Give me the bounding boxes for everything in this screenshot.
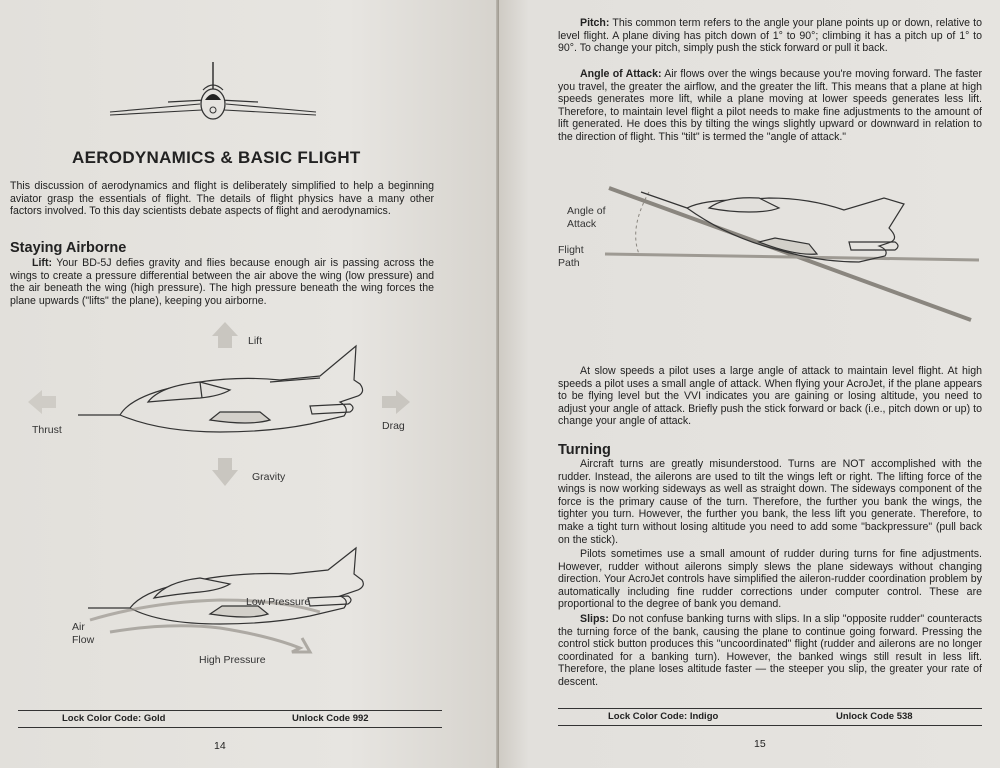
slips-paragraph [558, 613, 982, 689]
lift-text: Your BD-5J defies gravity and flies because enough air is passing across the wings to create a pressure differential between the air above the wing (low pressure) and the air beneath the wing (high pressure). The high pressure beneath the wing forces the plane upwards ("lifts" the plane), keeping you airborne. [10, 257, 434, 307]
page-number-left: 14 [214, 740, 226, 752]
plane-side-view [78, 346, 363, 432]
pitch-term: Pitch: [580, 17, 610, 29]
gravity-arrow-icon [212, 458, 238, 486]
right-lock-code: Lock Color Code: Indigo [608, 711, 719, 722]
air-label: Air [72, 621, 85, 633]
slips-term: Slips: [580, 613, 609, 625]
lift-paragraph [10, 257, 434, 307]
left-unlock-code: Unlock Code 992 [292, 713, 369, 724]
slow-speed-paragraph: At slow speeds a pilot uses a large angle of attack to maintain level flight. At high speeds a pilot uses a small angle of attack. When flying your AcroJet, if the plane appears to be flying level but the VVI indicates you are gaining or losing altitude, you need to adjust your angle of attack. Briefly push the stick forward or back (i.e., pitch down or up) to change your angle of attack. [558, 365, 982, 428]
low-pressure-label: Low Pressure [246, 596, 311, 608]
pressure-diagram [70, 540, 370, 670]
left-lock-code: Lock Color Code: Gold [62, 713, 166, 724]
plane-pitched-view [641, 192, 904, 262]
thrust-arrow-icon [28, 390, 56, 414]
gravity-label: Gravity [252, 471, 286, 483]
path-label: Path [558, 257, 580, 269]
left-footer-bar [18, 710, 442, 728]
angle-of-label: Angle of [567, 205, 606, 217]
lift-arrow-icon [212, 322, 238, 348]
lift-label: Lift [248, 335, 263, 347]
left-page [0, 0, 499, 768]
aoa-term: Angle of Attack: [580, 68, 662, 80]
right-page [499, 0, 1000, 768]
page-number-right: 15 [754, 738, 766, 750]
attack-label: Attack [567, 218, 597, 230]
flight-label: Flight [558, 244, 584, 256]
slips-text: Do not confuse banking turns with slips. In a slip "opposite rudder" counteracts the turning force of the bank, causing the plane to continue going forward. Pressing the control stick button produces this "uncoordinated" flight (rudder and ailerons are no longer coordinated for a banking turn). However, the banked wings still result in less lift. Therefore, the plane loses altitude faster — the steeper you slip, the greater your rate of descent. [558, 613, 982, 688]
high-pressure-label: High Pressure [199, 654, 266, 666]
section-heading-turning: Turning [558, 442, 611, 458]
angle-of-attack-paragraph [558, 68, 982, 144]
pitch-paragraph [558, 17, 982, 55]
flow-label: Flow [72, 634, 95, 646]
turning-paragraph-1: Aircraft turns are greatly misunderstood. Turns are NOT accomplished with the rudder. Instead, the ailerons are used to tilt the wings left or right. The lifting force of the wings is now working sideways as well as straight down. The sideways component of the force is the primary cause of the turn. Therefore, the further you bank the wings, the tighter you turn. However, the further you bank, the less lift you generate. Therefore, to make a tight turn without losing altitude you need to add some "backpressure" (pull back on the stick). [558, 458, 982, 546]
right-unlock-code: Unlock Code 538 [836, 711, 913, 722]
right-footer-bar [558, 708, 982, 726]
lift-term: Lift: [32, 257, 52, 269]
drag-arrow-icon [382, 390, 410, 414]
thrust-label: Thrust [32, 424, 62, 436]
drag-label: Drag [382, 420, 405, 432]
plane-front-view-illustration [108, 60, 318, 124]
turning-paragraph-2: Pilots sometimes use a small amount of rudder during turns for fine adjustments. However, rudder without ailerons simply slews the plane sideways without changing direction. Your AcroJet controls have simplified the aileron-rudder coordination problem by automatically including fine rudder corrections under computer control. These are proportional to the degree of bank you demand. [558, 548, 982, 611]
angle-of-attack-diagram [599, 180, 979, 330]
pitch-text: This common term refers to the angle your plane points up or down, relative to level flight. A plane diving has pitch down of 1° to 90°; climbing it has a pitch up of 1° to 90°. To change your pitch, simply push the stick forward or pull it back. [558, 17, 982, 55]
four-forces-diagram [20, 320, 440, 500]
page-title: AERODYNAMICS & BASIC FLIGHT [72, 148, 361, 167]
intro-paragraph: This discussion of aerodynamics and flight is deliberately simplified to help a beginning aviator grasp the essentials of flight. The details of flight physics have a many other factors involved. To this day scientists debate aspects of flight and aerodynamics. [10, 180, 434, 218]
aoa-text: Air flows over the wings because you're moving forward. The faster you travel, the greater the airflow, and the greater the lift. This means that a plane at high speeds generates more lift, while a plane moving at lower speeds generates less lift. Therefore, to maintain level flight a pilot needs to make fine adjustments to the amount of lift generated. He does this by tilting the wings slightly upward or downward in relation to the direction of flight. This "tilt" is termed the "angle of attack." [558, 68, 982, 143]
section-heading-staying-airborne: Staying Airborne [10, 240, 127, 256]
